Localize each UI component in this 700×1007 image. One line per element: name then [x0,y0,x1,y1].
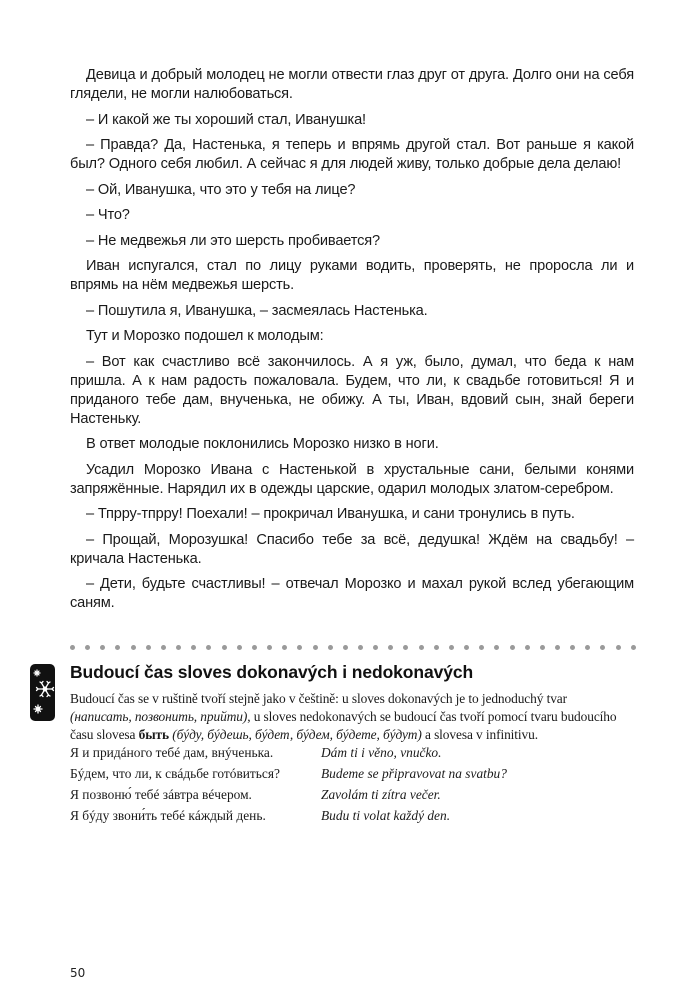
divider-dot [191,645,196,650]
divider-dot [328,645,333,650]
divider-dot [176,645,181,650]
example-czech: Budu ti volat každý den. [321,808,451,823]
divider-dot [555,645,560,650]
divider-dot [494,645,499,650]
divider-dot [540,645,545,650]
divider-dot [100,645,105,650]
story-paragraph: – Тпрру-тпрру! Поехали! – прокричал Иванушка, и сани тронулись в путь. [86,506,575,522]
example-row [70,763,630,784]
story-paragraph: – Правда? Да, Настенька, я теперь и впрямь другой стал. Вот раньше я какой был? Одного себя любил. А сейчас я для людей живу, только добрые дела делаю! [70,137,634,172]
story-paragraph: – Ой, Иванушка, что это у тебя на лице? [86,181,356,198]
divider-dot [115,645,120,650]
perfective-examples: (написать, позвонить, прийти) [70,709,248,724]
divider-dot [70,645,75,650]
divider-dot [222,645,227,650]
divider-dot [525,645,530,650]
divider-dot [313,645,318,650]
auxiliary-verb-forms: (бýду, бýдешь, бýдет, бýдем, бýдете, бýдут) [172,727,422,742]
divider-dot [570,645,575,650]
divider-dot [616,645,621,650]
divider-dot [464,645,469,650]
divider-dot [419,645,424,650]
divider-dot [449,645,454,650]
story-paragraph: – Пошутила я, Иванушка, – засмеялась Настенька. [86,302,428,319]
divider-dot [252,645,257,650]
divider-dot [297,645,302,650]
divider-dot [282,645,287,650]
grammar-text: , u sloves nedokonavých se budoucí čas tvoří pomocí tvaru budoucího času slovesa [70,709,617,742]
example-sentences [70,742,630,826]
grammar-text: a slovesa v infinitivu. [421,727,538,742]
story-paragraph: – Вот как счастливо всё закончилось. А я уж, было, думал, что беда к нам пришла. А к нам радость пожаловала. Будем, что ли, к свадьбе готовиться! Я и приданого тебе дам, внученька, не обижу. А ты, Иван, вдовий сын, знай береги Настеньку. [70,353,634,427]
divider-dot [403,645,408,650]
story-paragraph: – Не медвежья ли это шерсть пробивается? [86,232,381,249]
example-row [70,805,630,826]
divider-dot [434,645,439,650]
example-russian: Бýдем, что ли, к свáдьбе готóвиться? [70,766,280,781]
divider-dot [479,645,484,650]
page-number: 50 [70,966,86,980]
story-paragraph: Иван испугался, стал по лицу руками водить, проверять, не проросла ли и впрямь на нём медвежья шерсть. [70,258,634,293]
story-paragraph: – И какой же ты хороший стал, Иванушка! [86,111,366,128]
story-paragraph: – Прощай, Морозушка! Спасибо тебе за всё, дедушка! Ждём на свадьбу! – кричала Настенька. [70,531,634,567]
example-russian: Я бýду звони́ть тебé кáждый день. [70,808,266,823]
dotted-divider [70,644,636,650]
divider-dot [146,645,151,650]
example-czech: Dám ti i věno, vnučko. [321,745,442,760]
divider-dot [131,645,136,650]
divider-dot [585,645,590,650]
story-paragraph: – Что? [86,207,130,223]
story-text [70,66,634,620]
divider-dot [237,645,242,650]
grammar-section-title: Budoucí čas sloves dokonavých i nedokonavých [70,662,474,682]
story-paragraph: Усадил Морозко Ивана с Настенькой в хрустальные сани, белыми конями запряжённые. Нарядил их в одежды царские, одарил молодых златом-серебром. [70,461,634,497]
divider-dot [267,645,272,650]
example-row [70,784,630,805]
grammar-explanation [70,690,630,744]
example-row [70,742,630,763]
example-czech: Zavolám ti zítra večer. [321,787,441,802]
story-paragraph: Девица и добрый молодец не могли отвести глаз друг от друга. Долго они на себя глядели, не могли налюбоваться. [70,67,634,102]
divider-dot [510,645,515,650]
story-paragraph: – Дети, будьте счастливы! – отвечал Морозко и махал рукой вслед убегающим саням. [70,576,634,611]
example-russian: Я и придáного тебé дам, внýченька. [70,745,274,760]
story-paragraph: Тут и Морозко подошел к молодым: [86,328,324,344]
divider-dot [343,645,348,650]
divider-dot [600,645,605,650]
divider-dot [631,645,636,650]
grammar-text: Budoucí čas se v ruštině tvoří stejně jako v češtině: u sloves dokonavých je to jednoduchý tvar [70,691,567,706]
snowflake-icon [30,664,55,721]
auxiliary-verb: быть [138,727,170,742]
story-paragraph: В ответ молодые поклонились Морозко низко в ноги. [86,436,439,452]
divider-dot [85,645,90,650]
example-czech: Budeme se připravovat na svatbu? [321,766,507,781]
divider-dot [206,645,211,650]
divider-dot [388,645,393,650]
divider-dot [373,645,378,650]
example-russian: Я позвоню́ тебé зáвтра вéчером. [70,787,252,802]
divider-dot [161,645,166,650]
divider-dot [358,645,363,650]
